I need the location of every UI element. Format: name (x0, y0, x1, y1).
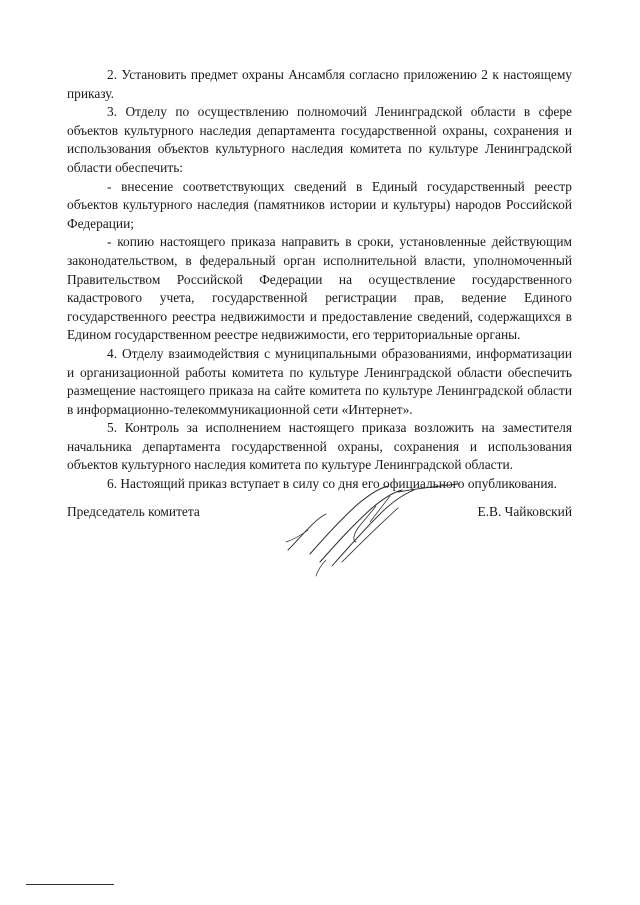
paragraph-2: 2. Установить предмет охраны Ансамбля согласно приложению 2 к настоящему приказу. (67, 67, 572, 101)
footnote-divider (26, 884, 114, 885)
handwritten-signature (280, 470, 470, 580)
document-body (67, 66, 572, 494)
paragraph-3-item-copy: - копию настоящего приказа направить в сроки, установленные действующим законодательством, в федеральный орган исполнительной власти, уполномоченный Правительством Российской Федерации на осуществление государственного кадастрового учета, государственной регистрации прав, ведение Единого государственного реестра недвижимости и предоставление сведений, содержащихся в Едином государственном реестре недвижимости, его территориальные органы. (67, 234, 572, 343)
paragraph-3: 3. Отделу по осуществлению полномочий Ленинградской области в сфере объектов культурного наследия департамента государственной охраны, сохранения и использования объектов культурного наследия комитета по культуре Ленинградской области обеспечить: (67, 104, 572, 175)
paragraph-6: 6. Настоящий приказ вступает в силу со дня его официального опубликования. (107, 476, 557, 492)
signatory-title: Председатель комитета (67, 504, 200, 519)
signatory-name: Е.В. Чайковский (477, 504, 572, 519)
paragraph-4: 4. Отделу взаимодействия с муниципальными образованиями, информатизации и организационной работы комитета по культуре Ленинградской области обеспечить размещение настоящего приказа на сайте комитета по культуре Ленинградской области в информационно-телекоммуникационной сети «Интернет». (67, 345, 572, 417)
paragraph-3-item-registry: - внесение соответствующих сведений в Единый государственный реестр объектов культурного наследия (памятников истории и культуры) народов Российской Федерации; (67, 178, 572, 231)
paragraph-5: 5. Контроль за исполнением настоящего приказа возложить на заместителя начальника департамента государственной охраны, сохранения и использования объектов культурного наследия комитета по культуре Ленинградской области. (67, 420, 572, 473)
